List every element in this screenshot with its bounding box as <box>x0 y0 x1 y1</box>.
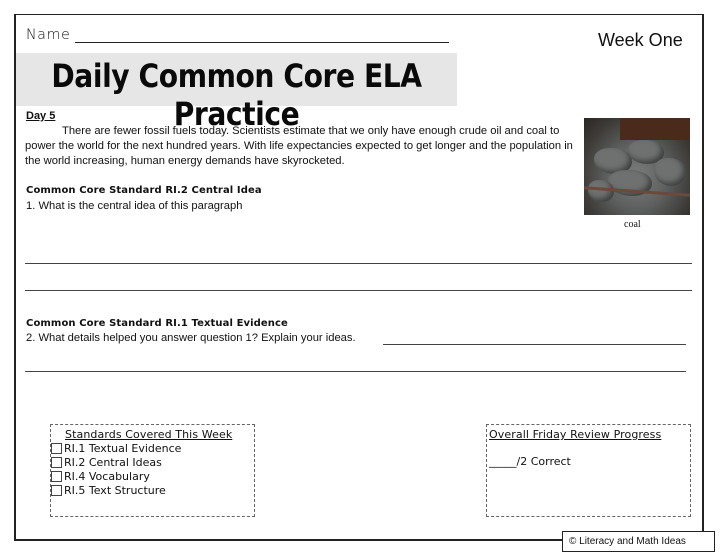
name-label: Name <box>26 27 71 43</box>
progress-box-title: Overall Friday Review Progress <box>489 428 662 441</box>
question-2-answer-line[interactable] <box>383 344 686 345</box>
coal-photo <box>584 118 690 215</box>
checkbox[interactable] <box>51 485 62 496</box>
standard-item-label: RI.5 Text Structure <box>64 484 166 497</box>
checkbox[interactable] <box>51 457 62 468</box>
question-1-answer-line[interactable] <box>25 290 692 291</box>
checkbox[interactable] <box>51 443 62 454</box>
standard-heading-ri2: Common Core Standard RI.2 Central Idea <box>26 185 262 196</box>
standard-item-label: RI.1 Textual Evidence <box>64 442 182 455</box>
image-caption: coal <box>624 219 641 230</box>
checkbox[interactable] <box>51 471 62 482</box>
standard-item-ri5[interactable] <box>51 484 166 497</box>
standard-item-label: RI.2 Central Ideas <box>64 456 162 469</box>
standards-covered-box <box>50 424 255 517</box>
day-label: Day 5 <box>26 110 56 122</box>
standards-box-title: Standards Covered This Week <box>65 428 233 441</box>
reading-passage: There are fewer fossil fuels today. Scientists estimate that we only have enough crude oil and coal to power the world for the next hundred years. With life expectancies expected to get longer and the population in the world increasing, human energy demands have skyrocketed. <box>25 125 573 167</box>
question-1-answer-line[interactable] <box>25 263 692 264</box>
standard-heading-ri1: Common Core Standard RI.1 Textual Evidence <box>26 318 288 329</box>
coal-chunk <box>654 158 686 186</box>
question-2-prompt: 2. What details helped you answer question 1? Explain your ideas. <box>26 332 356 344</box>
standard-item-ri1[interactable] <box>51 442 181 455</box>
standard-item-ri2[interactable] <box>51 456 162 469</box>
score-field[interactable]: _____/2 Correct <box>489 455 571 468</box>
copyright-label: © Literacy and Math Ideas <box>562 531 715 552</box>
review-progress-box <box>486 424 691 517</box>
week-label: Week One <box>598 30 683 50</box>
standard-item-ri4[interactable] <box>51 470 150 483</box>
page-title: Daily Common Core ELA Practice <box>51 57 422 133</box>
name-input-line[interactable] <box>75 42 449 43</box>
question-1-prompt: 1. What is the central idea of this paragraph <box>26 200 243 212</box>
standard-item-label: RI.4 Vocabulary <box>64 470 150 483</box>
question-2-answer-line[interactable] <box>25 371 686 372</box>
